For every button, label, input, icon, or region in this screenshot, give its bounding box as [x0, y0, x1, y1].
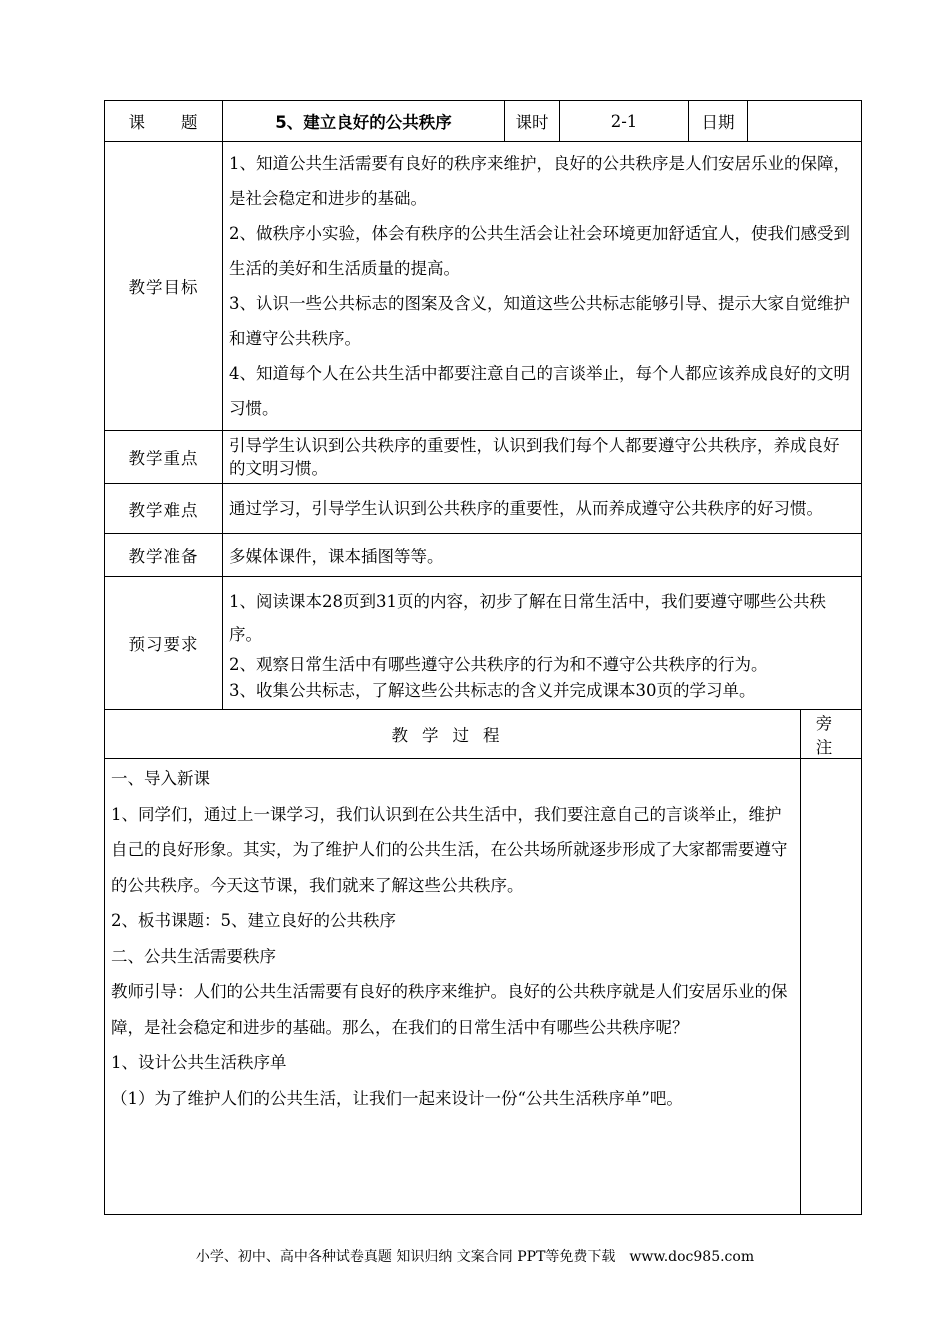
process-paragraph: 一、导入新课 [111, 769, 210, 788]
process-paragraph: 1、设计公共生活秩序单 [111, 1053, 287, 1072]
period-value: 2-1 [560, 101, 689, 142]
date-label: 日期 [689, 101, 748, 142]
lesson-title: 5、建立良好的公共秩序 [223, 101, 505, 142]
difficulties-label: 教学难点 [105, 484, 223, 534]
objectives-row [105, 142, 862, 431]
topic-label: 课 题 [105, 101, 223, 142]
page-footer: 小学、初中、高中各种试卷真题 知识归纳 文案合同 PPT等免费下载 www.doc985.com [195, 1249, 755, 1265]
lesson-plan [104, 100, 861, 1215]
date-value [748, 101, 862, 142]
objectives-label: 教学目标 [105, 142, 223, 431]
process-paragraph: 2、板书课题：5、建立良好的公共秩序 [111, 911, 396, 930]
process-paragraph: 1、同学们，通过上一课学习，我们认识到在公共生活中，我们要注意自己的言谈举止，维护自己的良好形象。其实，为了维护人们的公共生活，在公共场所就逐步形成了大家都需要遵守的公共秩序。今天这节课，我们就来了解这些公共秩序。 [111, 804, 788, 895]
preview-item: 1、阅读课本28页到31页的内容，初步了解在日常生活中，我们要遵守哪些公共秩序。 [229, 591, 826, 644]
process-paragraph: 教师引导：人们的公共生活需要有良好的秩序来维护。良好的公共秩序就是人们安居乐业的保障，是社会稳定和进步的基础。那么，在我们的日常生活中有哪些公共秩序呢？ [111, 982, 788, 1037]
header-row [105, 101, 862, 142]
process-content [105, 759, 801, 1215]
process-header: 教学过程 [105, 710, 801, 759]
key-points-text: 引导学生认识到公共秩序的重要性，认识到我们每个人都要遵守公共秩序，养成良好的文明习惯。 [223, 431, 862, 484]
process-row [105, 759, 862, 1215]
objectives-content [223, 142, 862, 431]
key-points-label: 教学重点 [105, 431, 223, 484]
notes-header: 旁注 [801, 710, 862, 759]
preview-content [223, 577, 862, 710]
difficulties-text: 通过学习，引导学生认识到公共秩序的重要性，从而养成遵守公共秩序的好习惯。 [223, 484, 862, 534]
key-points-row [105, 431, 862, 484]
preview-item: 2、观察日常生活中有哪些遵守公共秩序的行为和不遵守公共秩序的行为。 [229, 654, 768, 674]
preparation-text: 多媒体课件，课本插图等等。 [223, 534, 862, 577]
preparation-label: 教学准备 [105, 534, 223, 577]
preview-item: 3、收集公共标志，了解这些公共标志的含义并完成课本30页的学习单。 [229, 680, 756, 700]
notes-column [801, 759, 862, 1215]
preparation-row [105, 534, 862, 577]
difficulties-row [105, 484, 862, 534]
objective-item: 3、认识一些公共标志的图案及含义，知道这些公共标志能够引导、提示大家自觉维护和遵守公共秩序。 [229, 294, 850, 348]
objective-item: 4、知道每个人在公共生活中都要注意自己的言谈举止，每个人都应该养成良好的文明习惯。 [229, 364, 850, 418]
process-paragraph: （1）为了维护人们的公共生活，让我们一起来设计一份“公共生活秩序单”吧。 [111, 1088, 683, 1108]
period-label: 课时 [505, 101, 560, 142]
preview-row [105, 577, 862, 710]
process-header-row [105, 710, 862, 759]
objective-item: 2、做秩序小实验，体会有秩序的公共生活会让社会环境更加舒适宜人，使我们感受到生活的美好和生活质量的提高。 [229, 224, 850, 278]
objective-item: 1、知道公共生活需要有良好的秩序来维护，良好的公共秩序是人们安居乐业的保障，是社会稳定和进步的基础。 [229, 154, 850, 208]
preview-label: 预习要求 [105, 577, 223, 710]
lesson-table [104, 100, 862, 1215]
process-paragraph: 二、公共生活需要秩序 [111, 946, 276, 966]
